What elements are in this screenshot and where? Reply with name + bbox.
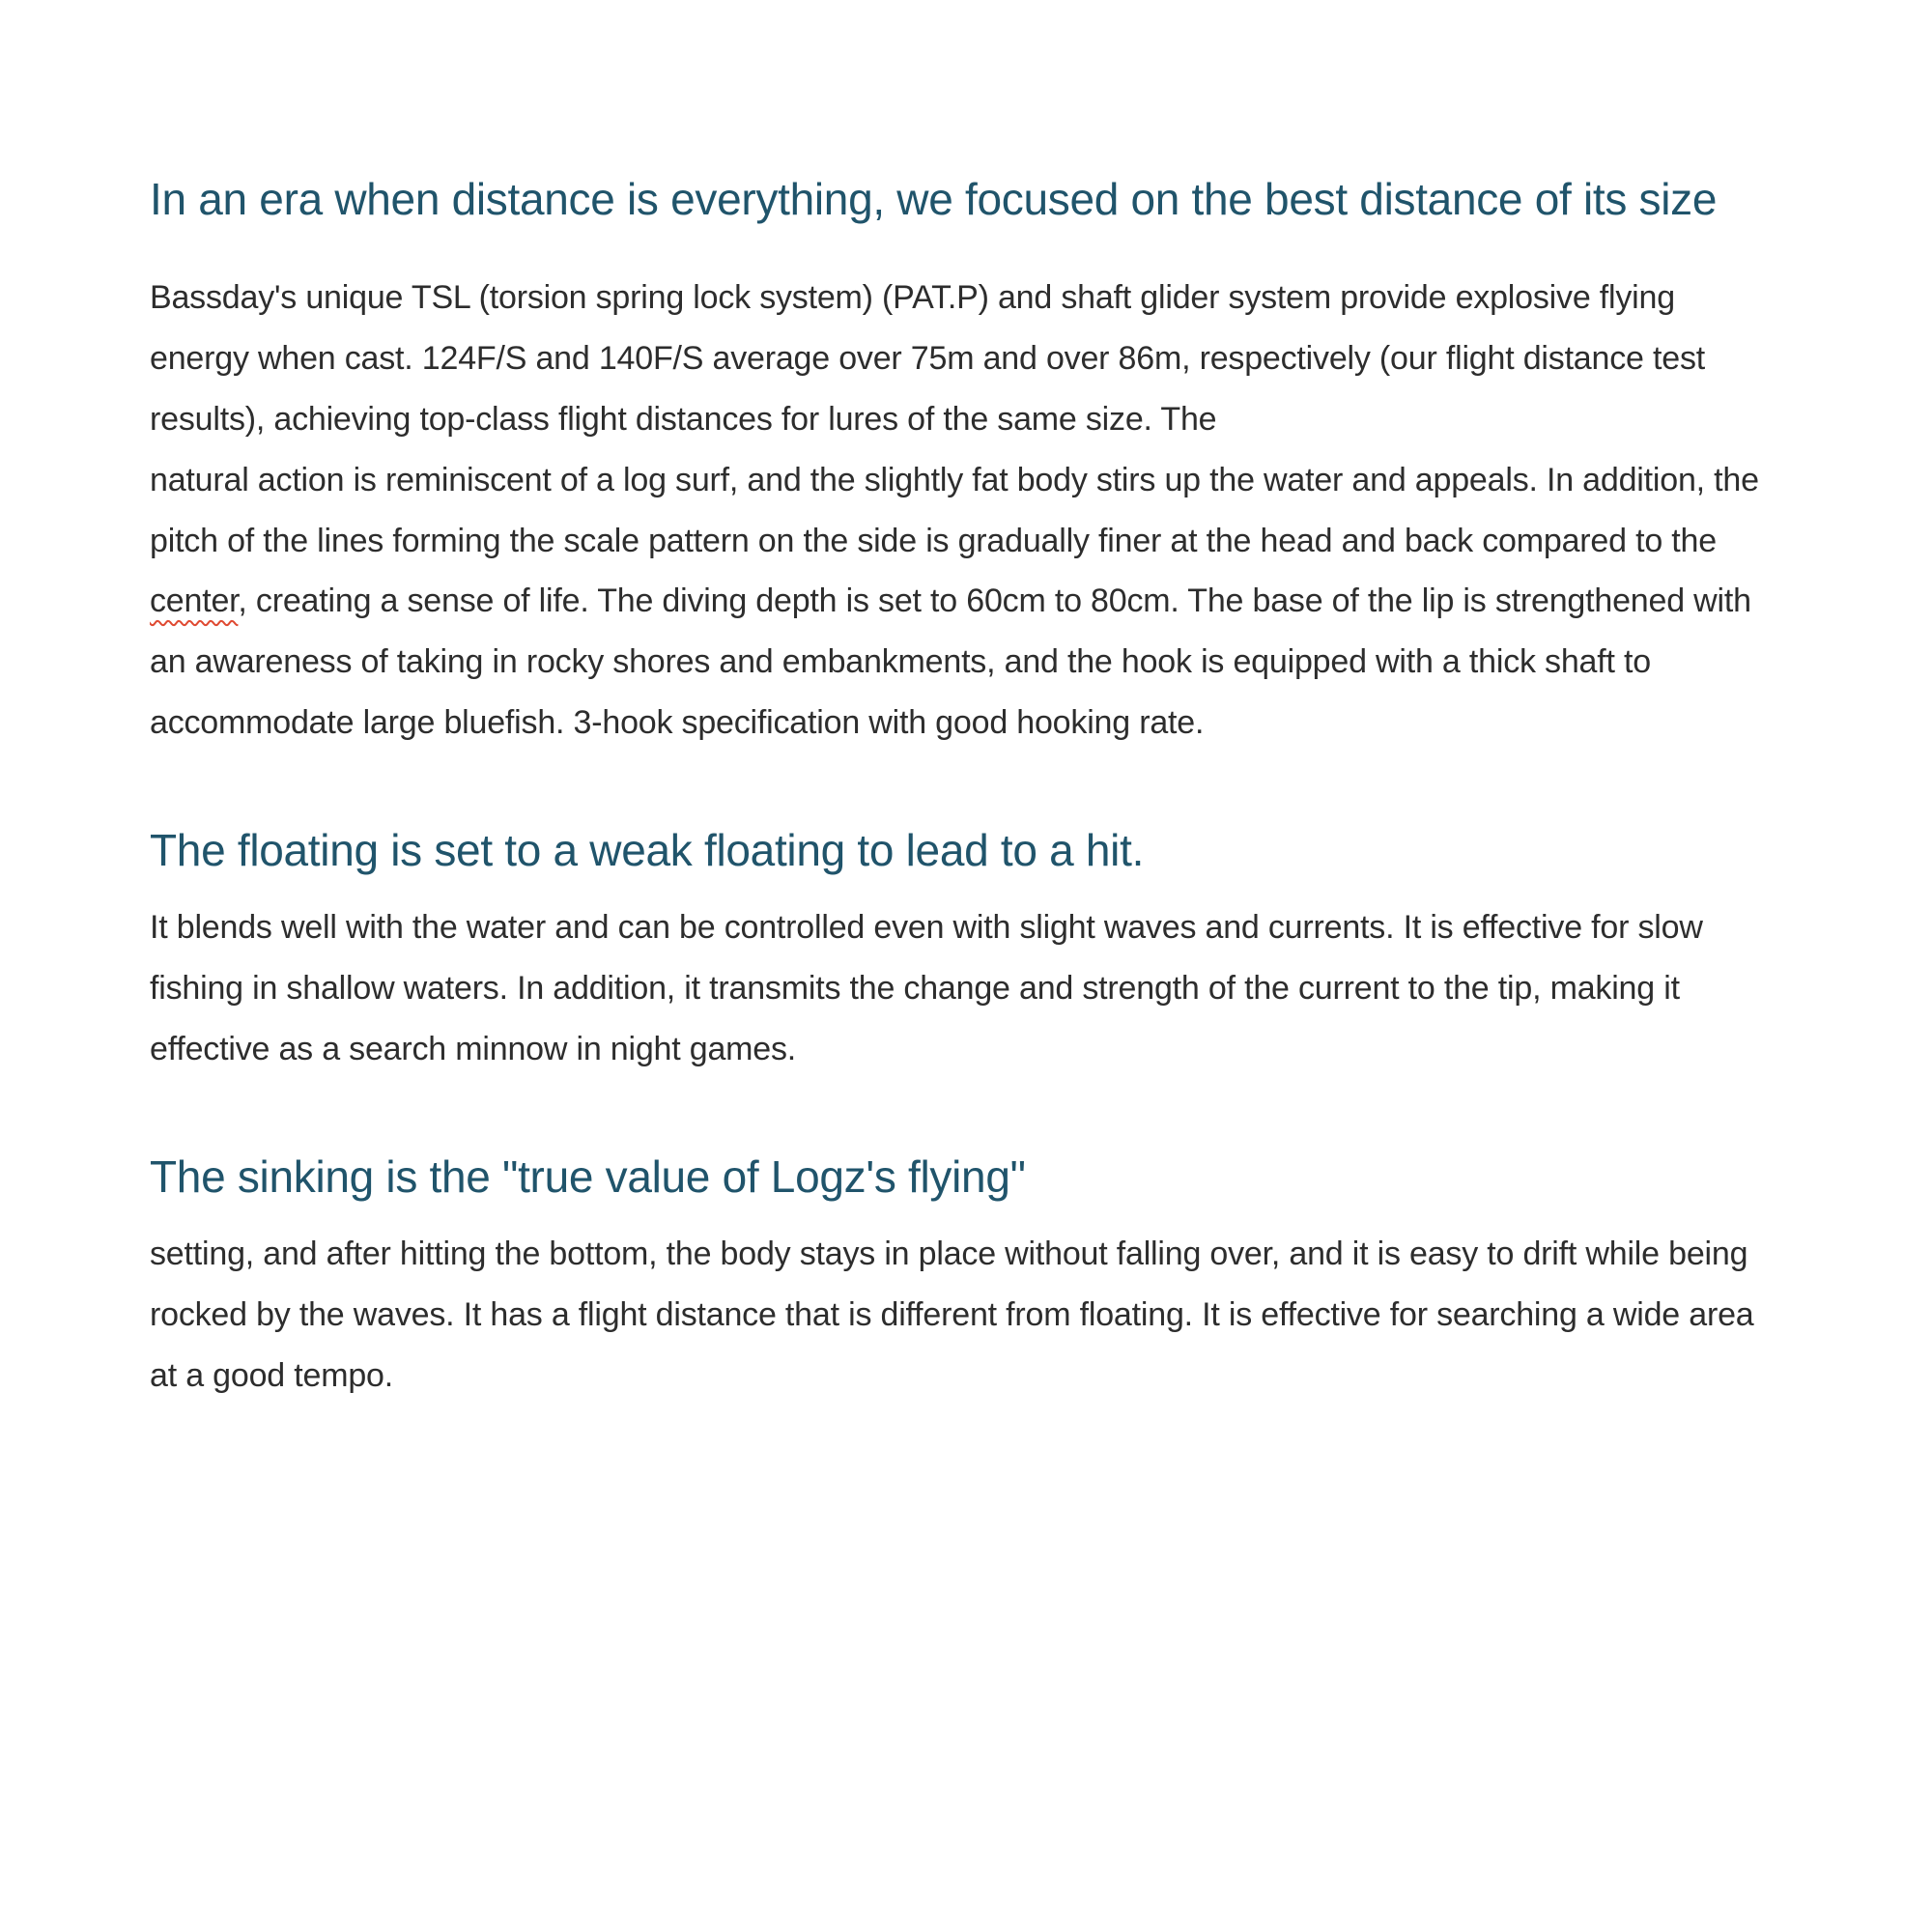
section-paragraph-sinking: setting, and after hitting the bottom, the body stays in place without falling over, and it is easy to drift while being rocked by the waves. It has a flight distance that is different from floating. It is effective for searching a wide area at a good tempo. [150, 1235, 1754, 1394]
section-heading-sinking: The sinking is the "true value of Logz's flying" [150, 1151, 1026, 1202]
section-floating [150, 817, 1782, 1080]
section-sinking [150, 1144, 1782, 1406]
paragraph-text-part2-before: natural action is reminiscent of a log surf, and the slightly fat body stirs up the water and appeals. In addition, the pitch of the lines forming the scale pattern on the side is gradually finer at the head and back compared to the [150, 461, 1759, 559]
section-paragraph-distance [150, 268, 1782, 753]
misspelled-word: center [150, 582, 239, 620]
paragraph-text-part2-after: , creating a sense of life. The diving depth is set to 60cm to 80cm. The base of the lip is strengthened with an awareness of taking in rocky shores and embankments, and the hook is equipped with a thick shaft to accommodate large bluefish. 3-hook specification with good hooking rate. [150, 582, 1751, 742]
section-heading-floating: The floating is set to a weak floating to lead to a hit. [150, 825, 1145, 876]
section-distance [150, 166, 1782, 753]
section-paragraph-floating: It blends well with the water and can be controlled even with slight waves and currents. It is effective for slow fishing in shallow waters. In addition, it transmits the change and strength of the current to the tip, making it effective as a search minnow in night games. [150, 909, 1703, 1067]
paragraph-text-part1: Bassday's unique TSL (torsion spring lock system) (PAT.P) and shaft glider system provide explosive flying energy when cast. 124F/S and 140F/S average over 75m and over 86m, respectively (our flight distance test results), achieving top-class flight distances for lures of the same size. The [150, 279, 1705, 438]
section-heading-distance: In an era when distance is everything, we focused on the best distance of its size [150, 174, 1718, 224]
